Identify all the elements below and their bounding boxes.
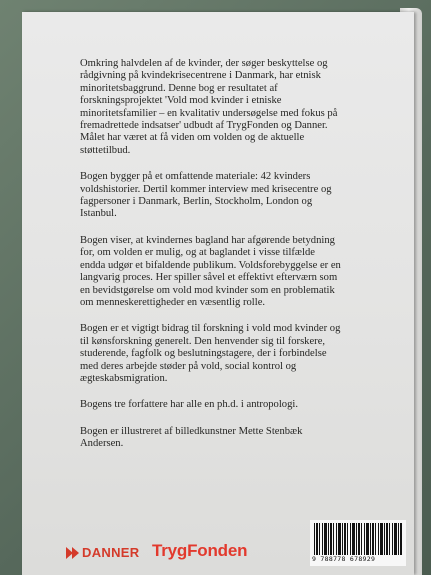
danner-logo [66,545,139,560]
blurb-paragraph-4: Bogen er et vigtigt bidrag til forskning i vold mod kvinder og til kønsforskning generelt. Den henvender sig til forskere, studerende, fagfolk og beslutningstagere, der i forbindelse med deres arbejde støder på vold, social kontrol og ægteskabsmigration. [80,323,341,384]
blurb-paragraph-5: Bogens tre forfattere har alle en ph.d. i antropologi. [80,399,298,411]
blurb-paragraph-1: Omkring halvdelen af de kvinder, der søger beskyttelse og rådgivning på kvindekrisecentrene i Danmark, har etnisk minoritetsbaggrund. Denne bog er resultatet af forskningsprojektet 'Vold mod kvinder i etniske minoritetsfamilier – en kvalitativ undersøgelse med fokus på fremadrettede indsatser' udbudt af TrygFonden og Danner. Målet har været at få viden om volden og de aktuelle støttetilbud. [80,58,338,156]
danner-logo-text: DANNER [82,545,140,560]
blurb-paragraph-3: Bogen viser, at kvindernes bagland har afgørende betydning for, om volden er mulig, og at baglandet i visse tilfælde endda udgør et bifaldende publikum. Voldsforebyggelse er en langvarig proces. Her spiller såvel et effektivt efterværn som en bevidstgørelse om vold mod kvinder som en problematik om menneskerettigheder en væsentlig rolle. [80,234,341,308]
barcode-digits: 9 788778 678929 [312,555,376,563]
barcode-bars [314,523,402,555]
danner-mark-icon [66,547,80,559]
blurb-paragraph-2: Bogen bygger på et omfattende materiale: 42 kvinders voldshistorier. Dertil kommer interview med krisecentre og fagpersoner i Danmark, Berlin, Stockholm, London og Istanbul. [80,171,332,220]
isbn-barcode [310,520,406,566]
blurb-paragraph-6: Bogen er illustreret af billedkunstner Mette Stenbæk Andersen. [80,425,303,450]
blurb-text [80,58,342,465]
trygfonden-logo: TrygFonden [152,541,248,560]
